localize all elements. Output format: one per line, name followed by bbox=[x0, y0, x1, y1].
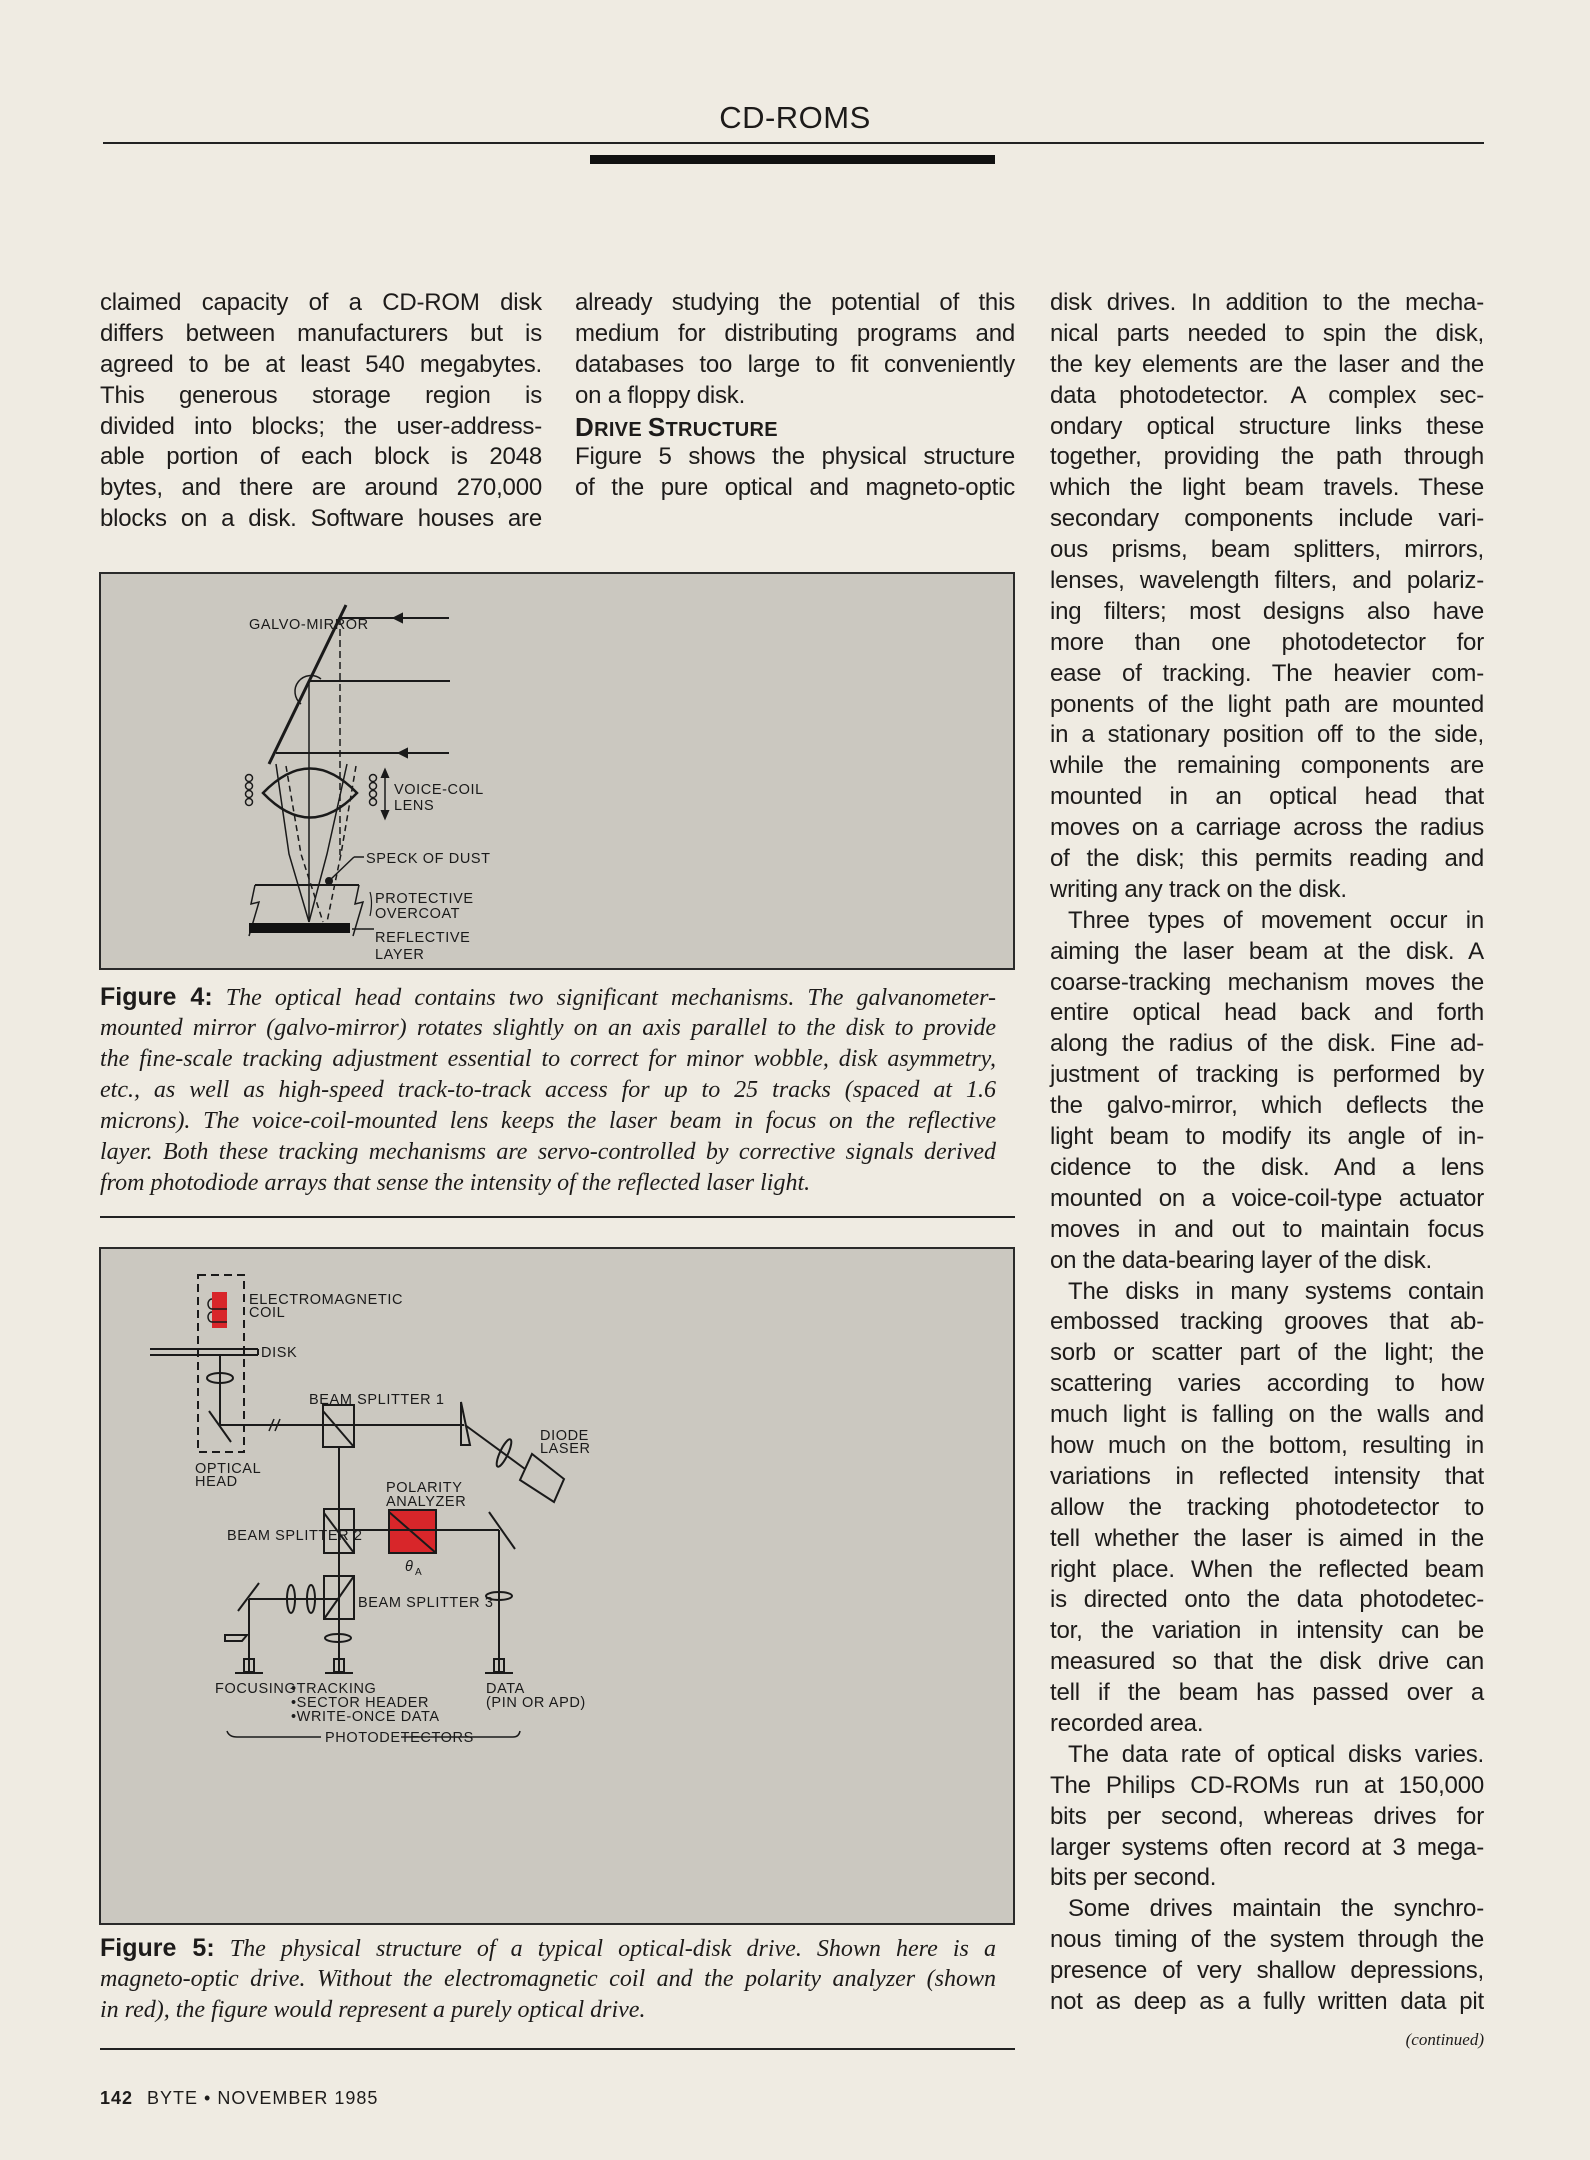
text-line bbox=[575, 319, 1015, 350]
caption-text: etc., as well as high-speed track-to-track access for up to 25 tracks (spaced at 1.6 bbox=[100, 1077, 996, 1103]
text-line-content: how much on the bottom, resulting in bbox=[1050, 1431, 1484, 1459]
text-line-content: the galvo-mirror, which deflects the bbox=[1050, 1092, 1484, 1120]
text-line-content: nical parts needed to spin the disk, bbox=[1050, 319, 1484, 347]
text-line-content: differs between manufacturers but is bbox=[100, 319, 542, 347]
text-line-content: moves in and out to maintain focus bbox=[1050, 1215, 1484, 1243]
text-line-content: agreed to be at least 540 megabytes. bbox=[100, 350, 542, 378]
label-analyzer: ANALYZER bbox=[386, 1494, 467, 1510]
header-bar bbox=[590, 155, 995, 164]
label-focusing: FOCUSING bbox=[215, 1681, 297, 1697]
label-theta: θ bbox=[405, 1559, 414, 1575]
text-line-content: tell if the beam has passed over a bbox=[1050, 1679, 1484, 1707]
text-line bbox=[1050, 1925, 1484, 1956]
text-line-content: coarse-tracking mechanism moves the bbox=[1050, 968, 1484, 996]
photodetector-icons bbox=[235, 1659, 513, 1673]
caption-line bbox=[100, 1933, 996, 1964]
electromagnetic-coil-icon bbox=[208, 1292, 227, 1328]
text-line bbox=[1050, 998, 1484, 1029]
text-line-content: in a stationary position off to the side, bbox=[1050, 721, 1484, 749]
text-line-content: divided into blocks; the user-address- bbox=[100, 412, 542, 440]
caption-text: from photodiode arrays that sense the intensity of the reflected laser light. bbox=[100, 1170, 811, 1196]
text-line bbox=[1050, 1524, 1484, 1555]
text-line-content: mounted in an optical head that bbox=[1050, 783, 1484, 811]
text-line bbox=[1050, 1400, 1484, 1431]
text-line-content: ondary optical structure links these bbox=[1050, 412, 1484, 440]
text-line-content: mounted on a voice-coil-type actuator bbox=[1050, 1184, 1484, 1212]
text-line-content: Figure 5 shows the physical structure bbox=[575, 443, 1015, 471]
text-line bbox=[575, 381, 1015, 412]
caption-line-content bbox=[100, 1168, 810, 1199]
caption-line-content bbox=[100, 1075, 996, 1106]
text-line bbox=[1050, 473, 1484, 504]
text-line bbox=[1050, 442, 1484, 473]
caption-line-content bbox=[100, 1995, 645, 2026]
text-line-content: medium for distributing programs and bbox=[575, 319, 1015, 347]
caption-line bbox=[100, 1168, 996, 1199]
text-line bbox=[1050, 319, 1484, 350]
caption-line-content bbox=[100, 1964, 996, 1995]
caption-line-content bbox=[100, 1933, 996, 1965]
caption-line bbox=[100, 1106, 996, 1137]
label-protective: PROTECTIVE bbox=[375, 891, 474, 907]
text-line bbox=[1050, 1771, 1484, 1802]
text-line-content: recorded area. bbox=[1050, 1709, 1204, 1737]
text-line-content: on a floppy disk. bbox=[575, 381, 746, 409]
label-head: HEAD bbox=[195, 1474, 238, 1490]
text-line-content: secondary components include vari- bbox=[1050, 505, 1484, 533]
text-line bbox=[575, 473, 1015, 504]
heading-part: RIVE bbox=[594, 418, 648, 441]
text-line-content: together, providing the path through bbox=[1050, 443, 1484, 471]
page-footer bbox=[100, 2088, 378, 2109]
caption-line-content bbox=[100, 1044, 996, 1075]
text-line-content: cidence to the disk. And a lens bbox=[1050, 1153, 1484, 1181]
text-line bbox=[1050, 1369, 1484, 1400]
text-line bbox=[1050, 1060, 1484, 1091]
text-line-content: while the remaining components are bbox=[1050, 752, 1484, 780]
right-coil-icon bbox=[370, 775, 377, 806]
text-line bbox=[1050, 1091, 1484, 1122]
text-line bbox=[100, 412, 542, 443]
caption-line-content bbox=[100, 1137, 996, 1168]
text-line-content: The Philips CD-ROMs run at 150,000 bbox=[1050, 1771, 1484, 1799]
label-photodetectors: PHOTODETECTORS bbox=[325, 1730, 474, 1746]
text-line bbox=[100, 288, 542, 319]
text-line bbox=[1050, 1647, 1484, 1678]
figure-4-caption bbox=[100, 982, 996, 1199]
text-line bbox=[1050, 813, 1484, 844]
label-speck-of-dust: SPECK OF DUST bbox=[366, 851, 491, 867]
text-line-content: right place. When the reflected beam bbox=[1050, 1555, 1484, 1583]
text-line-content: disk drives. In addition to the mecha- bbox=[1050, 289, 1484, 316]
heading-part: D bbox=[575, 411, 595, 442]
caption-text: The optical head contains two significant mechanisms. The galvanometer- bbox=[225, 985, 997, 1011]
heading-part: S bbox=[647, 411, 666, 442]
text-line-content: ous prisms, beam splitters, mirrors, bbox=[1050, 536, 1484, 564]
text-line-content: presence of very shallow depressions, bbox=[1050, 1957, 1484, 1985]
label-laser: LASER bbox=[540, 1441, 591, 1457]
text-line-content: larger systems often record at 3 mega- bbox=[1050, 1833, 1484, 1861]
text-line bbox=[1050, 1678, 1484, 1709]
text-line-content: The disks in many systems contain bbox=[1068, 1277, 1484, 1305]
text-line bbox=[1050, 1215, 1484, 1246]
text-line-content: lenses, wavelength filters, and polariz- bbox=[1050, 567, 1484, 595]
caption-line bbox=[100, 1075, 996, 1106]
text-line-content: This generous storage region is bbox=[100, 381, 542, 409]
text-line bbox=[1050, 1863, 1484, 1894]
text-line bbox=[575, 350, 1015, 381]
text-line bbox=[100, 350, 542, 381]
text-line bbox=[1050, 937, 1484, 968]
label-write-once: •WRITE-ONCE DATA bbox=[291, 1709, 440, 1725]
label-coil: COIL bbox=[249, 1305, 286, 1321]
text-line-content: bytes, and there are around 270,000 bbox=[100, 474, 542, 502]
caption-text: in red), the figure would represent a purely optical drive. bbox=[100, 1997, 646, 2023]
text-line bbox=[1050, 535, 1484, 566]
figure-4-diagram bbox=[99, 572, 1015, 970]
caption-line-content bbox=[100, 1013, 996, 1044]
text-line-content: able portion of each block is 2048 bbox=[100, 443, 542, 471]
label-sector-header: •SECTOR HEADER bbox=[291, 1695, 430, 1711]
label-beam-splitter-1: BEAM SPLITTER 1 bbox=[309, 1392, 445, 1408]
figure-5-diagram bbox=[99, 1247, 1015, 1925]
text-line bbox=[1050, 690, 1484, 721]
text-line-content: already studying the potential of this bbox=[575, 289, 1015, 316]
diode-laser bbox=[520, 1454, 564, 1502]
text-line bbox=[1050, 381, 1484, 412]
text-line bbox=[1050, 288, 1484, 319]
label-theta-sub: A bbox=[415, 1567, 423, 1578]
text-line bbox=[1050, 1029, 1484, 1060]
text-line-content: ing filters; most designs also have bbox=[1050, 597, 1484, 625]
text-line bbox=[1050, 875, 1484, 906]
heading-part: TRUCTURE bbox=[665, 418, 778, 441]
label-diode: DIODE bbox=[540, 1428, 589, 1444]
label-optical: OPTICAL bbox=[195, 1461, 262, 1477]
text-line bbox=[100, 319, 542, 350]
text-line-content: measured so that the disk drive can bbox=[1050, 1648, 1484, 1676]
text-line bbox=[1050, 782, 1484, 813]
text-line bbox=[1050, 1709, 1484, 1740]
text-line-content: nous timing of the system through the bbox=[1050, 1926, 1484, 1954]
text-line bbox=[575, 442, 1015, 473]
text-line-content: more than one photodetector for bbox=[1050, 628, 1484, 656]
left-coil-icon bbox=[246, 775, 253, 806]
text-line-content: justment of tracking is performed by bbox=[1050, 1061, 1484, 1089]
caption-line bbox=[100, 1964, 996, 1995]
header-rule bbox=[103, 142, 1484, 144]
label-beam-splitter-2: BEAM SPLITTER 2 bbox=[227, 1528, 363, 1544]
caption-text: mounted mirror (galvo-mirror) rotates slightly on an axis parallel to the disk to provide bbox=[100, 1015, 996, 1041]
text-line bbox=[100, 473, 542, 504]
text-column-3 bbox=[1050, 288, 1484, 2018]
text-line bbox=[1050, 1462, 1484, 1493]
text-line bbox=[1050, 1833, 1484, 1864]
text-line-content: along the radius of the disk. Fine ad- bbox=[1050, 1030, 1484, 1058]
text-line-content: databases too large to fit conveniently bbox=[575, 350, 1015, 378]
label-data: DATA bbox=[486, 1681, 525, 1697]
text-line bbox=[1050, 566, 1484, 597]
section-heading bbox=[575, 412, 1015, 443]
text-line bbox=[1050, 1153, 1484, 1184]
text-line-content: aiming the laser beam at the disk. A bbox=[1050, 937, 1484, 965]
text-line-content: ponents of the light path are mounted bbox=[1050, 690, 1484, 718]
caption-line bbox=[100, 1137, 996, 1168]
label-voice-coil: VOICE-COIL bbox=[394, 782, 484, 798]
section-header: CD-ROMS bbox=[719, 100, 871, 135]
speck-of-dust bbox=[326, 878, 332, 884]
text-line bbox=[1050, 1740, 1484, 1771]
label-layer: LAYER bbox=[375, 947, 425, 963]
text-line bbox=[1050, 1246, 1484, 1277]
text-column-1 bbox=[100, 288, 542, 535]
label-disk: DISK bbox=[261, 1345, 298, 1361]
text-line bbox=[1050, 1585, 1484, 1616]
text-line bbox=[1050, 1277, 1484, 1308]
caption-line-content bbox=[100, 982, 996, 1014]
continued-note: (continued) bbox=[1405, 2030, 1484, 2049]
text-line-content: of the pure optical and magneto-optic bbox=[575, 474, 1015, 502]
text-line bbox=[100, 381, 542, 412]
label-pin-apd: (PIN OR APD) bbox=[486, 1695, 586, 1711]
text-line bbox=[1050, 1802, 1484, 1833]
text-line-content: on the data-bearing layer of the disk. bbox=[1050, 1246, 1432, 1274]
text-line-content: claimed capacity of a CD-ROM disk bbox=[100, 289, 542, 316]
text-line bbox=[1050, 906, 1484, 937]
label-lens: LENS bbox=[394, 798, 435, 814]
text-line bbox=[1050, 1616, 1484, 1647]
text-line bbox=[1050, 412, 1484, 443]
figure-5-caption bbox=[100, 1933, 996, 2026]
label-overcoat: OVERCOAT bbox=[375, 906, 461, 922]
prism bbox=[461, 1402, 470, 1445]
text-line-content: embossed tracking grooves that ab- bbox=[1050, 1308, 1484, 1336]
label-galvo-mirror: GALVO-MIRROR bbox=[249, 617, 369, 633]
page-number: 142 bbox=[100, 2088, 134, 2108]
text-line bbox=[1050, 1987, 1484, 2018]
text-line-content: blocks on a disk. Software houses are bbox=[100, 505, 542, 533]
text-line-content: ease of tracking. The heavier com- bbox=[1050, 659, 1484, 687]
text-line-content: The data rate of optical disks varies. bbox=[1068, 1740, 1484, 1768]
caption-line bbox=[100, 982, 996, 1013]
text-line bbox=[1050, 968, 1484, 999]
label-reflective: REFLECTIVE bbox=[375, 930, 471, 946]
text-line bbox=[100, 442, 542, 473]
text-line bbox=[1050, 350, 1484, 381]
text-line bbox=[1050, 659, 1484, 690]
figure-label: Figure 4: bbox=[100, 983, 213, 1011]
caption-rule bbox=[100, 1216, 1015, 1218]
text-line bbox=[1050, 751, 1484, 782]
text-line-content: allow the tracking photodetector to bbox=[1050, 1493, 1484, 1521]
text-line-content: Three types of movement occur in bbox=[1068, 906, 1484, 934]
caption-line bbox=[100, 1044, 996, 1075]
text-line-content: the key elements are the laser and the bbox=[1050, 350, 1484, 378]
text-line-content: bits per second, whereas drives for bbox=[1050, 1802, 1484, 1830]
text-line bbox=[1050, 1431, 1484, 1462]
text-line-content: tor, the variation in intensity can be bbox=[1050, 1617, 1484, 1645]
text-line-content: much light is falling on the walls and bbox=[1050, 1401, 1484, 1429]
caption-text: The physical structure of a typical optical-disk drive. Shown here is a bbox=[229, 1936, 996, 1962]
text-line-content: scattering varies according to how bbox=[1050, 1370, 1484, 1398]
text-line-content: entire optical head back and forth bbox=[1050, 999, 1484, 1027]
label-tracking: •TRACKING bbox=[291, 1681, 377, 1697]
caption-text: microns). The voice-coil-mounted lens keeps the laser beam in focus on the reflective bbox=[100, 1108, 996, 1134]
caption-line bbox=[100, 1995, 996, 2026]
caption-line-content bbox=[100, 1106, 996, 1137]
text-line-content: writing any track on the disk. bbox=[1050, 875, 1347, 903]
text-line-content: moves on a carriage across the radius bbox=[1050, 814, 1484, 842]
text-line bbox=[1050, 1307, 1484, 1338]
text-line bbox=[1050, 844, 1484, 875]
magazine-issue: BYTE • NOVEMBER 1985 bbox=[147, 2088, 379, 2108]
caption-text: layer. Both these tracking mechanisms are servo-controlled by corrective signals derived bbox=[100, 1139, 996, 1165]
text-line bbox=[1050, 720, 1484, 751]
text-line-content: of the disk; this permits reading and bbox=[1050, 845, 1484, 873]
text-line-content: light beam to modify its angle of in- bbox=[1050, 1123, 1484, 1151]
text-line bbox=[575, 288, 1015, 319]
reflective-layer bbox=[249, 923, 350, 933]
label-electromagnetic: ELECTROMAGNETIC bbox=[249, 1292, 404, 1308]
text-line bbox=[1050, 1122, 1484, 1153]
text-line-content: is directed onto the data photodetec- bbox=[1050, 1586, 1484, 1614]
text-line bbox=[1050, 1184, 1484, 1215]
caption-rule bbox=[100, 2048, 1015, 2050]
text-line-content: which the light beam travels. These bbox=[1050, 474, 1484, 502]
caption-line bbox=[100, 1013, 996, 1044]
text-line-content: data photodetector. A complex sec- bbox=[1050, 381, 1484, 409]
text-line bbox=[1050, 1493, 1484, 1524]
text-line-content: sorb or scatter part of the light; the bbox=[1050, 1339, 1484, 1367]
text-line bbox=[1050, 1338, 1484, 1369]
text-line bbox=[100, 504, 542, 535]
text-line bbox=[1050, 628, 1484, 659]
text-line bbox=[1050, 597, 1484, 628]
caption-text: the fine-scale tracking adjustment essential to correct for minor wobble, disk asymmetry, bbox=[100, 1046, 996, 1072]
text-line bbox=[1050, 1894, 1484, 1925]
text-line bbox=[1050, 1956, 1484, 1987]
text-line-content: variations in reflected intensity that bbox=[1050, 1462, 1484, 1490]
text-line bbox=[1050, 504, 1484, 535]
figure-label: Figure 5: bbox=[100, 1934, 215, 1962]
text-line-content: tell whether the laser is aimed in the bbox=[1050, 1524, 1484, 1552]
text-line-content: bits per second. bbox=[1050, 1864, 1217, 1892]
text-column-2 bbox=[575, 288, 1015, 504]
label-beam-splitter-3: BEAM SPLITTER 3 bbox=[358, 1595, 494, 1611]
caption-text: magneto-optic drive. Without the electromagnetic coil and the polarity analyzer (shown bbox=[100, 1966, 996, 1992]
text-line bbox=[1050, 1555, 1484, 1586]
label-polarity: POLARITY bbox=[386, 1480, 463, 1496]
text-line-content: not as deep as a fully written data pit bbox=[1050, 1987, 1484, 2015]
text-line-content: Some drives maintain the synchro- bbox=[1068, 1895, 1484, 1923]
